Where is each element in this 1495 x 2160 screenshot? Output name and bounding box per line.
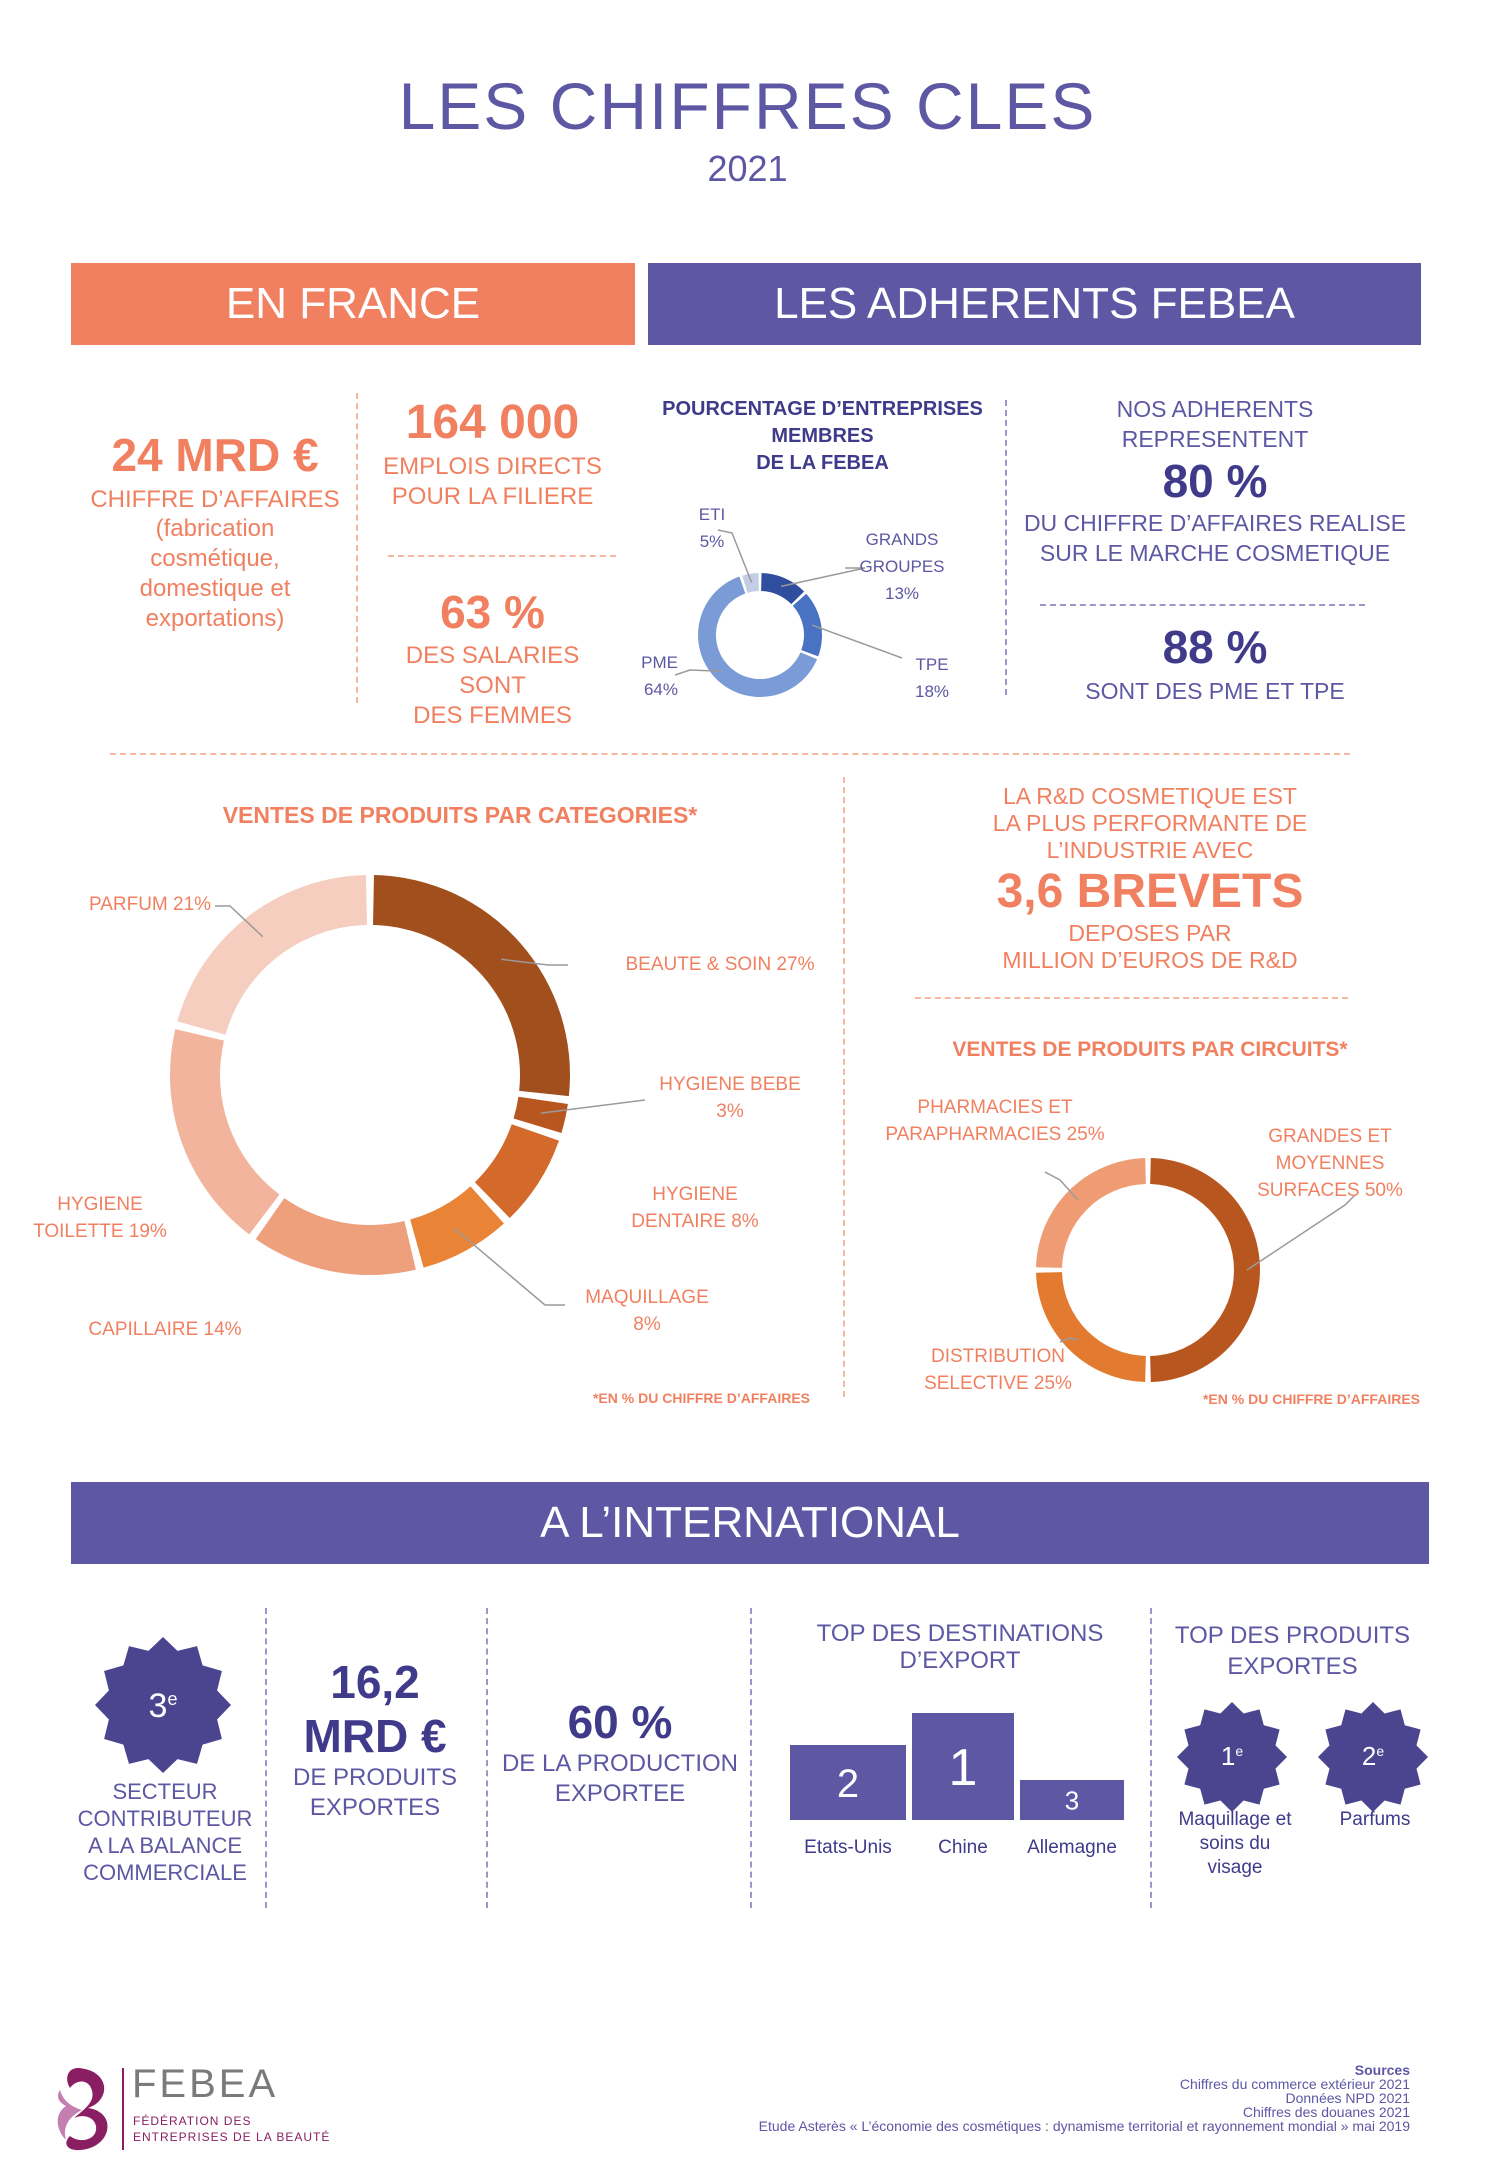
categories-slice: [373, 875, 570, 1096]
export-block: [275, 1655, 475, 1823]
product-rank-value: 2: [1361, 1741, 1377, 1771]
production-label-line: DE LA PRODUCTION: [501, 1750, 739, 1777]
rd-detail-line: DEPOSES PAR: [1068, 920, 1232, 946]
members-label: TPE 18%: [914, 655, 950, 701]
rank-badge-icon: [93, 1635, 233, 1775]
divider: [388, 555, 616, 557]
section-header-adherents: LES ADHERENTS FEBEA: [648, 263, 1421, 345]
product-rank-sup: e: [1235, 1743, 1244, 1759]
categories-label: MAQUILLAGE 8%: [585, 1287, 709, 1335]
members-chart-title-line: DE LA FEBEA: [756, 452, 889, 474]
members-chart-title-line: MEMBRES: [771, 425, 874, 447]
rank-label: [55, 1778, 275, 1886]
febea-logo-icon: [40, 2060, 130, 2155]
circuits-label: PHARMACIES ET PARAPHARMACIES 25%: [885, 1097, 1105, 1145]
divider: [265, 1608, 267, 1908]
rd-line: LA R&D COSMETIQUE EST: [1003, 783, 1297, 809]
product-rank-2-icon: [1316, 1700, 1431, 1815]
sources-line: Chiffres des douanes 2021: [1242, 2104, 1410, 2120]
product-rank-sup: e: [1376, 1743, 1385, 1759]
podium-rank-label: 3: [1064, 1785, 1080, 1816]
sources-line: Etude Asterès « L’économie des cosmétiques : dynamisme territorial et rayonnement mondial » mai 2019: [758, 2118, 1410, 2134]
members-leader-line: [781, 568, 865, 586]
jobs-value: 164 000: [405, 396, 580, 449]
rd-line: L’INDUSTRIE AVEC: [1046, 837, 1254, 863]
divider: [843, 777, 845, 1397]
podium-rank-label: 1: [948, 1739, 978, 1798]
podium-category-label: Chine: [938, 1837, 988, 1858]
ca-detail-line: exportations): [145, 605, 285, 632]
logo-subtitle: [133, 2113, 330, 2145]
products-title-line: TOP DES PRODUITS: [1174, 1622, 1411, 1649]
categories-label: CAPILLAIRE 14%: [88, 1319, 242, 1340]
categories-slice: [410, 1186, 504, 1267]
represent-label: [1020, 394, 1410, 454]
represent-label-line: REPRESENTENT: [1121, 426, 1309, 452]
destinations-podium-chart: [780, 1700, 1140, 1870]
divider: [1040, 604, 1365, 606]
logo-subtitle-line: ENTREPRISES DE LA BEAUTÉ: [133, 2130, 331, 2144]
represent-detail-line: SUR LE MARCHE COSMETIQUE: [1039, 540, 1391, 566]
product-label-line: Maquillage et: [1178, 1809, 1292, 1830]
jobs-label: [370, 452, 615, 512]
france-jobs-block: [370, 395, 615, 512]
rank-label-line: A LA BALANCE: [87, 1833, 243, 1858]
jobs-label-line: EMPLOIS DIRECTS: [383, 453, 602, 480]
podium-rank-label: 2: [836, 1761, 860, 1806]
products-title: [1160, 1620, 1425, 1682]
podium-category-label: Etats-Unis: [804, 1837, 892, 1858]
destinations-title: [770, 1620, 1150, 1674]
rd-lines: [890, 783, 1410, 864]
product-rank-value: 1: [1220, 1741, 1236, 1771]
members-slice: [761, 573, 804, 604]
product-2-label: [1300, 1808, 1450, 1832]
adherents-pme-block: [1020, 620, 1410, 705]
logo-divider: [122, 2068, 124, 2150]
members-donut-chart: [640, 500, 1010, 730]
rd-value: 3,6 BREVETS: [996, 865, 1304, 918]
rank-badge-value: 3: [148, 1687, 168, 1725]
pme-label: SONT DES PME ET TPE: [1085, 678, 1345, 704]
logo-name: FEBEA: [132, 2062, 279, 2106]
export-value-line: MRD €: [303, 1710, 447, 1762]
products-title-line: EXPORTES: [1227, 1653, 1358, 1680]
rank-badge-sup: e: [167, 1689, 178, 1709]
export-label-line: DE PRODUITS: [292, 1764, 457, 1791]
product-label-line: Parfums: [1339, 1809, 1411, 1830]
rd-detail-line: MILLION D’EUROS DE R&D: [1002, 947, 1298, 973]
pme-value: 88 %: [1162, 621, 1268, 673]
rd-detail: [890, 920, 1410, 974]
export-value-line: 16,2: [330, 1656, 420, 1708]
circuits-donut-chart: [860, 1090, 1440, 1410]
represent-detail: [1020, 508, 1410, 568]
categories-label: HYGIENE DENTAIRE 8%: [631, 1184, 759, 1232]
divider: [356, 393, 358, 703]
rank-label-line: SECTEUR: [112, 1779, 218, 1804]
product-1-label: [1160, 1808, 1310, 1880]
export-label-line: EXPORTES: [309, 1794, 441, 1821]
destinations-title-text: TOP DES DESTINATIONS D’EXPORT: [816, 1620, 1104, 1674]
categories-chart-title: VENTES DE PRODUITS PAR CATEGORIES*: [222, 802, 698, 828]
members-slice: [742, 573, 759, 593]
product-rank-1-icon: [1175, 1700, 1290, 1815]
members-chart-title: [640, 396, 1005, 477]
circuits-label: GRANDES ET MOYENNES SURFACES 50%: [1257, 1126, 1403, 1201]
women-label-line: DES SALARIES SONT: [405, 642, 580, 699]
export-value: [275, 1655, 475, 1763]
represent-detail-line: DU CHIFFRE D’AFFAIRES REALISE: [1023, 510, 1407, 536]
production-label: [495, 1749, 745, 1809]
divider: [1005, 400, 1007, 695]
rank-label-line: COMMERCIALE: [83, 1860, 247, 1885]
circuits-label: DISTRIBUTION SELECTIVE 25%: [924, 1346, 1072, 1394]
represent-value: 80 %: [1162, 455, 1268, 507]
sources-line: Données NPD 2021: [1285, 2090, 1410, 2106]
categories-slice: [475, 1124, 559, 1218]
sources-title: Sources: [1354, 2062, 1410, 2078]
divider: [750, 1608, 752, 1908]
represent-label-line: NOS ADHERENTS: [1116, 396, 1314, 422]
rd-line: LA PLUS PERFORMANTE DE: [992, 810, 1308, 836]
ca-label: CHIFFRE D’AFFAIRES: [90, 486, 340, 513]
ca-detail: [85, 514, 345, 634]
adherents-represent-block: [1020, 394, 1410, 568]
divider: [486, 1608, 488, 1908]
divider: [110, 753, 1350, 755]
women-value: 63 %: [440, 586, 545, 638]
categories-slice: [256, 1198, 416, 1275]
production-label-line: EXPORTEE: [554, 1780, 686, 1807]
page-year: 2021: [707, 148, 788, 189]
members-label: ETI 5%: [698, 505, 726, 551]
members-slice: [793, 594, 822, 657]
categories-donut-chart: [20, 870, 840, 1370]
footnote: *EN % DU CHIFFRE D’AFFAIRES: [1202, 1391, 1420, 1407]
circuits-slice: [1150, 1158, 1260, 1382]
rank-label-line: CONTRIBUTEUR: [77, 1806, 253, 1831]
logo-subtitle-line: FÉDÉRATION DES: [133, 2114, 252, 2128]
divider: [915, 997, 1348, 999]
women-label-line: DES FEMMES: [413, 702, 572, 729]
divider: [1150, 1608, 1152, 1908]
members-label: PME 64%: [641, 653, 678, 699]
footnote: *EN % DU CHIFFRE D’AFFAIRES: [592, 1390, 810, 1406]
women-label: [370, 641, 615, 731]
france-women-block: [370, 585, 615, 731]
product-label-line: soins du: [1199, 1833, 1271, 1854]
jobs-label-line: POUR LA FILIERE: [391, 483, 594, 510]
section-header-international: A L’INTERNATIONAL: [71, 1482, 1429, 1564]
export-label: [275, 1763, 475, 1823]
members-label: GRANDS GROUPES 13%: [859, 530, 945, 603]
page-title: LES CHIFFRES CLES: [398, 69, 1097, 143]
ca-detail-line: domestique et: [139, 575, 291, 602]
production-block: [495, 1695, 745, 1809]
ca-value: 24 MRD €: [111, 429, 319, 481]
podium-category-label: Allemagne: [1027, 1837, 1117, 1858]
france-ca-block: [85, 428, 345, 634]
section-header-france: EN FRANCE: [71, 263, 635, 345]
ca-detail-line: cosmétique,: [150, 545, 280, 572]
circuits-slice: [1036, 1158, 1146, 1268]
ca-detail-line: (fabrication: [155, 515, 275, 542]
categories-slice: [170, 1029, 279, 1234]
sources-line: Chiffres du commerce extérieur 2021: [1179, 2076, 1410, 2092]
categories-label: BEAUTE & SOIN 27%: [625, 954, 815, 975]
members-chart-title-line: POURCENTAGE D’ENTREPRISES: [662, 398, 983, 420]
production-value: 60 %: [567, 1696, 673, 1748]
sources-block: [560, 2063, 1410, 2133]
categories-slice: [514, 1097, 568, 1133]
categories-label: HYGIENE BEBE 3%: [659, 1074, 801, 1122]
categories-label: HYGIENE TOILETTE 19%: [33, 1194, 167, 1242]
circuits-leader-line: [1247, 1195, 1355, 1270]
rd-block: [890, 783, 1410, 974]
circuits-chart-title: VENTES DE PRODUITS PAR CIRCUITS*: [952, 1038, 1348, 1061]
product-label-line: visage: [1207, 1857, 1263, 1878]
members-leader-line: [812, 625, 902, 658]
categories-label: PARFUM 21%: [88, 894, 212, 915]
